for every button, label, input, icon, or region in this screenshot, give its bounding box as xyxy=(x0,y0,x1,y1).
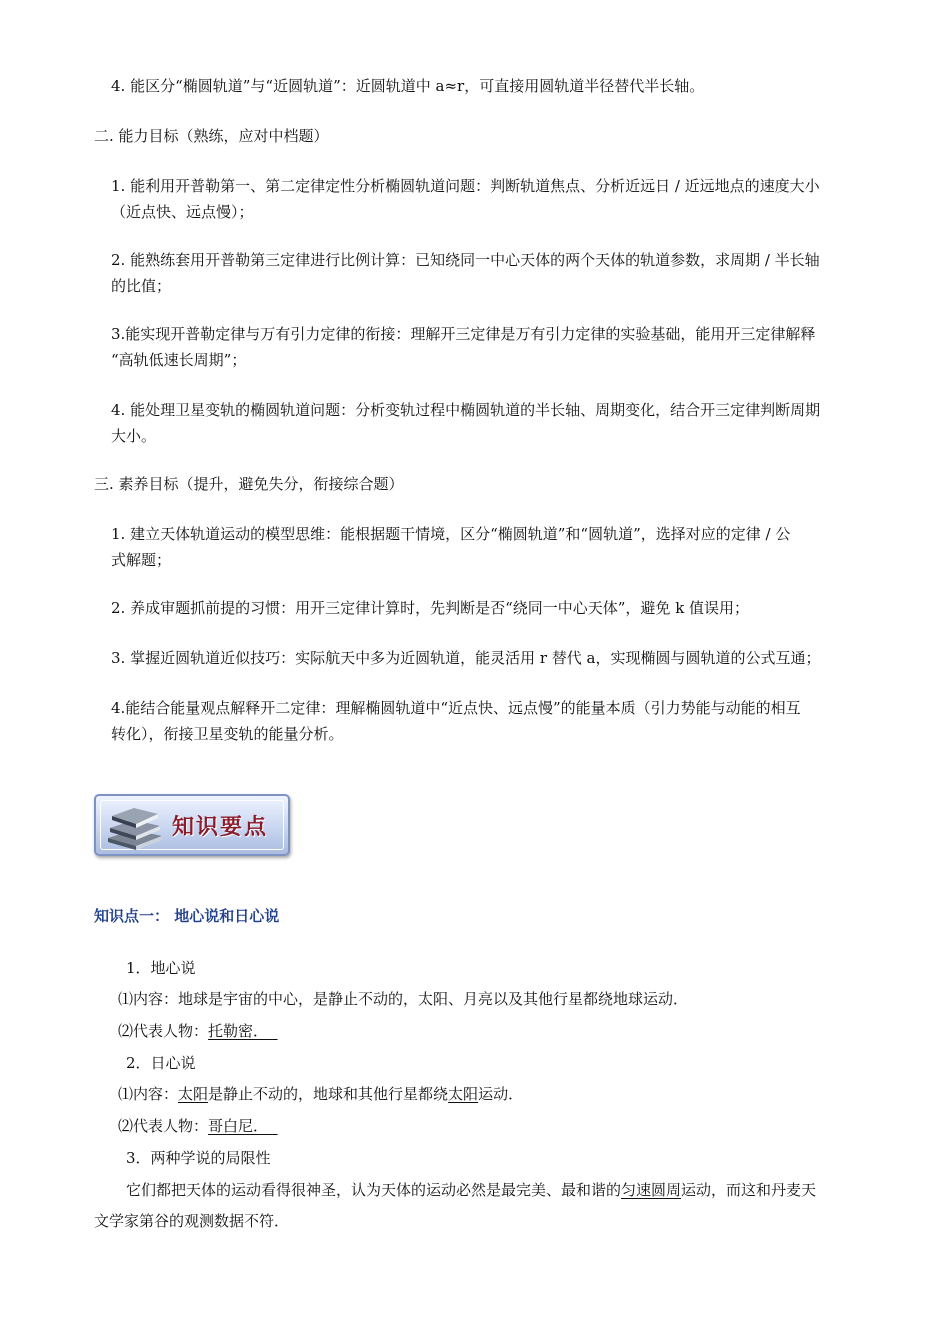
representative-label: ⑵代表人物： xyxy=(118,1022,209,1040)
representative-label-2: ⑵代表人物： xyxy=(118,1117,209,1135)
heliocentric-representative xyxy=(118,1116,278,1136)
limitations-paragraph-line2: 文学家第谷的观测数据不符． xyxy=(94,1212,290,1230)
content-middle: 是静止不动的，地球和其他行星都绕 xyxy=(208,1085,449,1103)
geocentric-content: ⑴内容：地球是宇宙的中心，是静止不动的，太阳、月亮以及其他行星都绕地球运动． xyxy=(118,990,689,1008)
ability-item-1-line2: （近点快、远点慢）； xyxy=(111,203,254,221)
subsection-heliocentric: 2．日心说 xyxy=(126,1054,196,1072)
section-heading-literacy: 三. 素养目标（提升，避免失分，衔接综合题） xyxy=(94,475,404,493)
sun-term-2: 太阳 xyxy=(448,1085,479,1103)
banner-label: 知识要点 xyxy=(172,815,269,840)
books-icon xyxy=(104,802,166,852)
literacy-item-1-line1: 1. 建立天体轨道运动的模型思维：能根据题干情境，区分“椭圆轨道”和“圆轨道”，选择对应的定律 / 公 xyxy=(111,525,791,543)
ability-item-2-line1: 2. 能熟练套用开普勒第三定律进行比例计算：已知绕同一中心天体的两个天体的轨道参数，求周期 / 半长轴 xyxy=(111,251,820,269)
content-label: ⑴内容： xyxy=(118,1085,179,1103)
ability-item-3-line2: “高轨低速长周期”； xyxy=(111,351,247,369)
ability-item-4-line2: 大小。 xyxy=(111,427,157,445)
limitations-text-b: 运动，而这和丹麦天 xyxy=(681,1181,817,1199)
ability-item-1-line1: 1. 能利用开普勒第一、第二定律定性分析椭圆轨道问题：判断轨道焦点、分析近远日 / 近远地点的速度大小 xyxy=(111,177,820,195)
limitations-text-a: 它们都把天体的运动看得很神圣，认为天体的运动必然是最完美、最和谐的 xyxy=(126,1181,622,1199)
literacy-item-4-line1: 4.能结合能量观点解释开二定律：理解椭圆轨道中“近点快、远点慢”的能量本质（引力势能与动能的相互 xyxy=(111,699,801,717)
ability-item-2-line2: 的比值； xyxy=(111,277,172,295)
geocentric-representative xyxy=(118,1021,278,1041)
content-end: 运动． xyxy=(478,1085,524,1103)
knowledge-points-banner xyxy=(94,794,290,856)
literacy-item-3: 3. 掌握近圆轨道近似技巧：实际航天中多为近圆轨道，能灵活用 r 替代 a，实现椭圆与圆轨道的公式互通； xyxy=(111,649,821,667)
ability-item-3-line1: 3.能实现开普勒定律与万有引力定律的衔接：理解开三定律是万有引力定律的实验基础，能用开三定律解释 xyxy=(111,325,816,343)
subsection-limitations: 3．两种学说的局限性 xyxy=(126,1149,271,1167)
knowledge-point-title: 知识点一： 地心说和日心说 xyxy=(94,907,280,925)
representative-ptolemy: 托勒密． xyxy=(208,1022,269,1040)
heliocentric-content xyxy=(118,1084,523,1104)
literacy-item-4-line2: 转化），衔接卫星变轨的能量分析。 xyxy=(111,725,344,743)
goal-item-4: 4. 能区分“椭圆轨道”与“近圆轨道”：近圆轨道中 a≈r，可直接用圆轨道半径替代半长轴。 xyxy=(111,77,705,95)
section-heading-ability: 二. 能力目标（熟练，应对中档题） xyxy=(94,127,329,145)
sun-term: 太阳 xyxy=(178,1085,209,1103)
subsection-geocentric: 1．地心说 xyxy=(126,959,196,977)
representative-copernicus: 哥白尼． xyxy=(208,1117,269,1135)
uniform-circular-term: 匀速圆周 xyxy=(621,1181,682,1199)
literacy-item-1-line2: 式解题； xyxy=(111,551,172,569)
limitations-paragraph-line1 xyxy=(126,1180,816,1200)
ability-item-4-line1: 4. 能处理卫星变轨的椭圆轨道问题：分析变轨过程中椭圆轨道的半长轴、周期变化，结合开三定律判断周期 xyxy=(111,401,821,419)
literacy-item-2: 2. 养成审题抓前提的习惯：用开三定律计算时，先判断是否“绕同一中心天体”，避免 k 值误用； xyxy=(111,599,750,617)
